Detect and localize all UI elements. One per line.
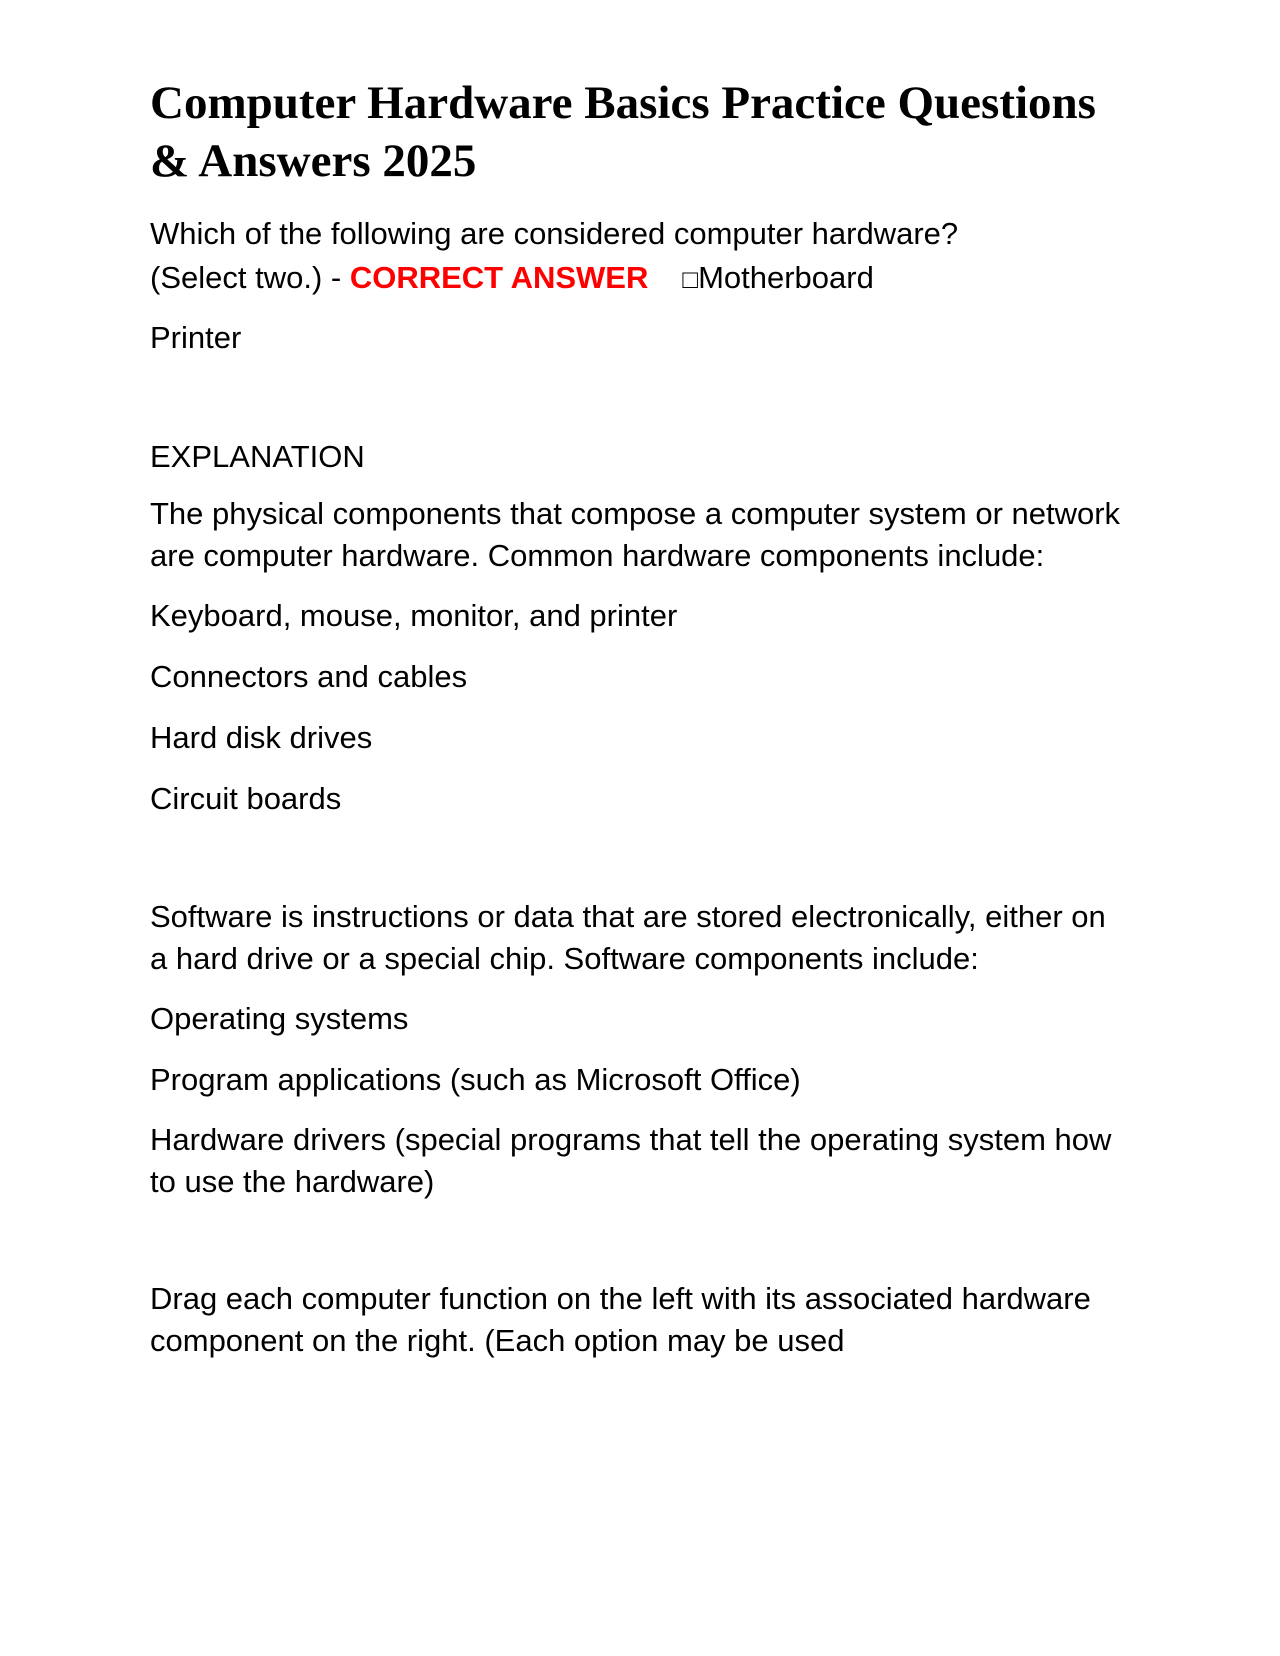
correct-answer-label: CORRECT ANSWER	[349, 260, 649, 295]
hardware-item: Keyboard, mouse, monitor, and printer	[150, 598, 678, 633]
answer-printer: Printer	[150, 320, 242, 355]
answer-motherboard: Motherboard	[698, 260, 874, 295]
hardware-item: Circuit boards	[150, 781, 342, 816]
question-1-text: Which of the following are considered computer hardware?	[150, 216, 959, 251]
missing-glyph-icon: □	[682, 264, 699, 294]
software-item: Program applications (such as Microsoft Office)	[150, 1062, 801, 1097]
question-1-select-note: (Select two.) -	[150, 260, 342, 295]
hardware-item: Hard disk drives	[150, 720, 373, 755]
hardware-item: Connectors and cables	[150, 659, 468, 694]
software-item: Hardware drivers (special programs that tell the operating system how to use the hardware)	[150, 1122, 1112, 1199]
software-item: Operating systems	[150, 1001, 409, 1036]
explanation-heading: EXPLANATION	[150, 439, 365, 474]
document-page	[150, 74, 1130, 1362]
question-1	[150, 212, 1130, 301]
software-intro: Software is instructions or data that are stored electronically, either on a hard drive or a special chip. Software components include:	[150, 899, 1106, 976]
question-2: Drag each computer function on the left with its associated hardware component on the right. (Each option may be used	[150, 1281, 1091, 1358]
hardware-intro: The physical components that compose a computer system or network are computer hardware. Common hardware components include:	[150, 496, 1121, 573]
document-title: Computer Hardware Basics Practice Questions & Answers 2025	[150, 77, 1096, 187]
